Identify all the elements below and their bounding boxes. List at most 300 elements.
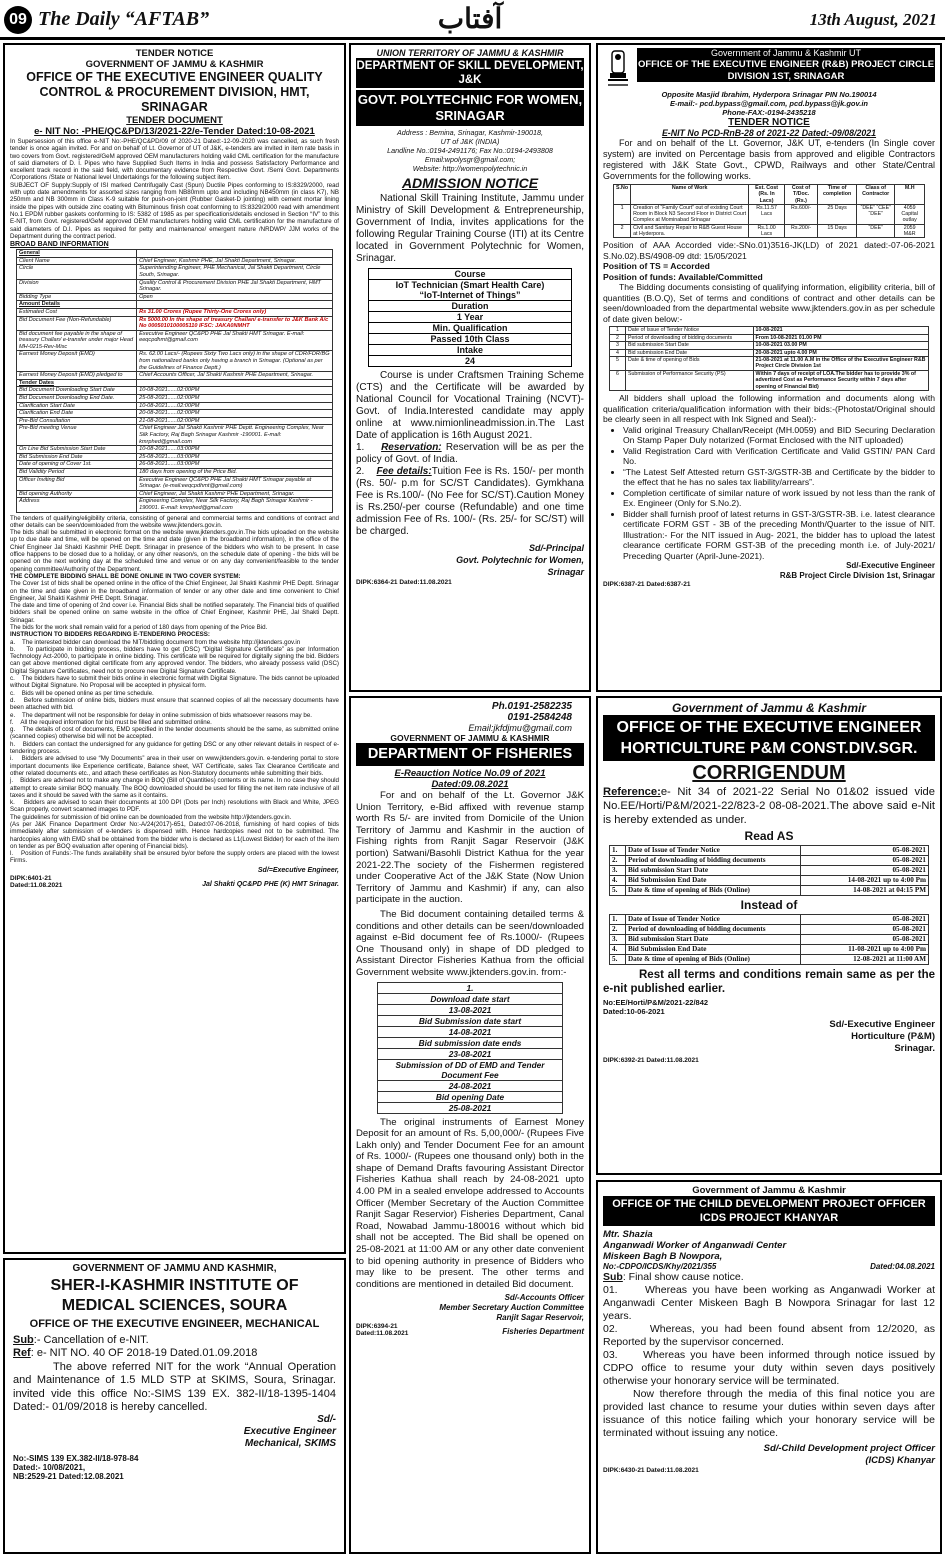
table-cell: 25 Days [818,204,857,224]
column-header: S.No [614,185,631,205]
table-cell: Submission of Performance Security (PS) [625,370,753,390]
table-cell: 2059 M&R [895,224,925,238]
table-row [610,886,929,896]
table-row [614,224,925,238]
table-cell: Date & time of opening of Bids (Online) [625,955,800,965]
skims-dated: Dated:- 10/08/2021, [13,1463,86,1473]
table-cell: Bid Submission End Date [625,945,800,955]
table-cell: Bid submission Start Date [625,935,800,945]
skims-sub-label: Sub [13,1334,34,1346]
poly-phone: Landline No.:0194-2491176; Fax No.:0194-2493808 [387,146,553,155]
info-value [137,250,333,258]
table-cell: 4. [610,945,626,955]
phe-para-3: The tenders of qualifying/eligibility criteria, consisting of general and commercial terms and conditions of contract and other details can be seen/downloaded from the website www.jktenders.gov.in. [10,514,339,529]
rnb-dipk: DIPK:6387-21 Dated:6387-21 [603,581,691,589]
table-row [17,293,333,301]
table-cell: Rs.600/- [784,204,817,224]
column-header: Est. Cost (Rs. In Lacs) [749,185,785,205]
phe-para-18: h. Bidders can contact the undersigned for any guidance for getting DSC or any other relevant details in respect of e-tendering process. [10,740,339,756]
info-label: Circle [17,265,137,279]
table-cell: Bid submission Start Date [625,866,800,876]
info-value: 25-08-2021......02:00PM [137,395,333,403]
table-cell: 10-08-2021 03.00 PM [753,342,928,349]
skims-notice [3,1258,346,1554]
horti-instead-of: Instead of [740,898,798,912]
table-row [17,425,333,446]
icds-sig-1: Sd/-Child Development project Officer [763,1443,935,1454]
icds-para-1: 01. Whereas you have been working as Anganwadi Worker at Anganwadi Center Miskeen Bagh B Nowpora Srinagar for last 12 years. [603,1284,935,1322]
phe-para-9: INSTRUCTION TO BIDDERS REGARDING E-TENDERING PROCESS: [10,631,210,639]
info-value: 10-08-2021......02:00PM [137,387,333,395]
icds-subject: Sub: Final show cause notice. [603,1271,744,1283]
table-header [614,185,925,205]
table-cell: 15 Days [818,224,857,238]
phe-dipk: DIPK:6401-21 [10,874,52,882]
table-cell: Period of downloading of bidding documents [625,925,800,935]
table-row [17,308,333,316]
rnb-schedule-table [609,326,929,391]
table-row [17,265,333,279]
table-row [17,395,333,403]
fish-notice-no: E-Reauction Notice No.09 of 2021 [394,768,546,779]
table-cell: 05-08-2021 [801,846,929,856]
table-cell: Bid Submission End Date [625,876,800,886]
table-row [17,330,333,351]
info-label: Earnest Money Deposit (EMD) [17,351,137,372]
rnb-address: Opposite Masjid Ibrahim, Hyderpora Srinagar PIN No.190014 [661,90,877,99]
newspaper-name: The Daily “AFTAB” [38,8,210,30]
info-value: 26-08-2021......03:00PM [137,461,333,469]
info-label: Estimated Cost [17,308,137,316]
poly-table-qual-label: Min. Qualification [369,323,571,334]
info-value: Chief Engineer Jal Shakti Kashmir PHE Deptt. Engineering Complex, Near Silk Factory, Raj Bagh Srinagar Kashmir -190001. E-mail: kmrphed@gmail.com [137,425,333,446]
table-cell: From 10-08-2021 01.00 PM [753,334,928,341]
table-cell: 21-08-2021 at 11.00 A.M in the Office of the Executive Engineer R&B Project Circle Division 1st [753,357,928,371]
table-cell: 05-08-2021 [801,856,929,866]
table-row [610,349,929,356]
info-label: Bid Validity Period [17,468,137,476]
table-row [610,342,929,349]
phe-para-13: c. Bids will be opened online as per time schedule. [10,689,154,697]
table-row [17,498,333,512]
info-value: Open [137,293,333,301]
horti-reference: Reference:e- Nit 34 of 2021-22 Serial No 01&02 issued vide No.EE/Horti/P&M/2021-22/823-2 08-08-2021.The above said e-Nit is hereby extended as under. [603,786,935,826]
info-value: Engineering Complex, Near Silk Factory, Raj Bagh Srinagar Kashmir - 190001. E-mail: kmrphed@gmail.com [137,498,333,512]
phe-para-14: d. Before submission of online bids, bidders must ensure that scanned copies of all the necessary documents have been attached with bid. [10,696,339,712]
phe-info-table [16,249,333,512]
phe-doc-title: TENDER DOCUMENT [126,115,223,126]
table-cell: 20-08-2021 upto 4.00 PM [753,349,928,356]
info-label: Bid opening Authority [17,490,137,498]
skims-nb: NB:2529-21 Dated:12.08.2021 [13,1472,124,1482]
skims-sig-3: Mechanical, SKIMS [244,1438,336,1450]
rnb-works-table [613,184,925,238]
poly-table-course-label: Course [369,269,571,280]
horti-no: No:EE/Horti/P&M/2021-22/842 [603,998,709,1007]
rnb-ts: Position of TS = Accorded [603,261,710,272]
table-cell: 3. [610,935,626,945]
info-label: Bid Document Fee (Non-Refundable) [17,316,137,330]
skims-ref-label: Ref [13,1347,31,1360]
poly-table-intake-label: Intake [369,345,571,356]
info-value: Executive Engineer QC&PD PHE Jal Shakti HMT Srinagar payable at Srinagar. (e-mail:eeqcpdhmt@gmail.com) [137,476,333,490]
column-header: M.H [895,185,925,205]
phe-heading: TENDER NOTICE [135,48,214,59]
icds-addressee-2: Anganwadi Worker of Anganwadi Center [603,1240,787,1251]
info-value: Rs 31.00 Crores (Rupee Thirty-One Crores only) [137,308,333,316]
info-value: Chief Engineer, Jal Shakti Kashmir PHE Department, Srinagar. [137,490,333,498]
phe-signature-1: Sd/=Executive Engineer, [257,866,339,874]
table-row [610,945,929,955]
horti-read-table [609,845,929,896]
table-cell: 1. [610,915,626,925]
phe-info-heading: BROAD BAND INFORMATION [10,241,109,249]
info-label: Client Name [17,257,137,265]
table-row [610,856,929,866]
skims-body: The above referred NIT for the work “Annual Operation and Maintenance of 1.5 MLD STP at SKIMS, Soura, Srinagar. invited vide this office No:-SIMS 139 EX. 382-II/18-1395-1404 Dated:- 01/09/2018 is hereby cancelled. [13,1360,336,1414]
poly-para-3: 1. Reservation: Reservation will be as per the policy of Govt. of India. [356,442,584,465]
poly-table-course: IoT Technician (Smart Health Care) [395,280,545,290]
info-value: 25-08-2021......03:00PM [137,453,333,461]
table-cell: Within 7 days of receipt of LOA.The bidder has to provide 3% of advertized Cost as Performance Security within 7 days after opening of Financial Bid) [753,370,928,390]
table-cell: 2 [610,334,626,341]
polytechnic-admission-notice [349,43,591,692]
rnb-sig-2: R&B Project Circle Division 1st, Srinagar [779,571,935,581]
table-cell: 1 [614,204,631,224]
fish-dates-table: 1. Download date start 13-08-2021 Bid Submission date start 14-08-2021 Bid submission date ends 23-08-2021 Submission of DD of EMD and Tender Document Fee 24-08-2021 Bid opening Date 25-08-2021 [377,982,564,1114]
fish-dated: Dated:09.08.2021 [431,779,509,790]
newspaper-logo: آفتاب [437,2,503,35]
info-value: 21-08-2021......02:00PM [137,417,333,425]
column-header: Name of Work [631,185,749,205]
rnb-nit: E-NIT No PCD-RnB-28 of 2021-22 Dated:-09/08/2021 [661,128,877,138]
skims-office: OFFICE OF THE EXECUTIVE ENGINEER, MECHANICAL [29,1318,320,1330]
column-header: Cost of T/Doc. (Rs.) [784,185,817,205]
table-row [614,204,925,224]
rnb-funds: Position of funds: Available/Committed [603,271,763,282]
poly-table-course-sub: “IoT-Internet of Things” [369,290,571,301]
poly-sig-2: Govt. Polytechnic for Women, [456,555,584,565]
icds-para-2: 02. Whereas, you had been found absent from 12/2020, as Reported by the supervisor concerned. [603,1323,935,1348]
rnb-phone: Phone-FAX:-0194-2435218 [722,108,816,117]
table-cell: Date of Issue of Tender Notice [625,846,800,856]
icds-addressee-3: Miskeen Bagh B Nowpora, [603,1251,723,1262]
info-label: Bid Submission End Date [17,453,137,461]
phe-para-17: g. The details of cost of documents, EMD specified in the tender documents should be the same, as submitted online (scanned copies) otherwise bid will not be accepted. [10,726,339,741]
table-cell: 4059 Capital outlay [895,204,925,224]
table-cell: 05-08-2021 [801,925,929,935]
poly-address-2: UT of J&K (INDIA) [440,137,500,146]
column-header: Time of completion [818,185,857,205]
info-value [137,379,333,387]
poly-table-duration-label: Duration [369,301,571,312]
icds-sig-2: (ICDS) Khanyar [865,1455,935,1466]
table-cell: 5. [610,955,626,965]
fish-dipk-date: Dated:11.08.2021 [356,1330,409,1338]
phe-para-24: l. Position of Funds:-The funds availability shall be ensured by/or before the supply orders are placed with the lowest Firms. [10,850,339,865]
table-cell: Period of downloading of bidding documents [625,334,753,341]
table-row [610,935,929,945]
skims-no: No:-SIMS 139 EX.382-II/18-978-84 [13,1454,139,1464]
poly-para-2: Course is under Craftsmen Training Scheme (CTS) and the Certificate will be awarded by National Council for Vocational Training (NCVT)-Govt. of India.Interested candidate may apply online at www.nimionlineadmission.in.The Last Date of application is 16th August 2021. [356,370,584,441]
poly-email: Email:wpolysgr@gmail.com; [424,155,516,164]
table-row [610,955,929,965]
table-row [17,410,333,418]
info-label: Bid Document Downloading Start Date [17,387,137,395]
poly-department: DEPARTMENT OF SKILL DEVELOPMENT, J&K [356,60,584,86]
table-cell: 3 [610,342,626,349]
rnb-govt: Government of Jammu & Kashmir UT [637,48,935,59]
table-cell: 14-08-2021 up to 4:00 Pm [801,876,929,886]
horti-dipk: DIPK:6392-21 Dated:11.08.2021 [603,1057,699,1064]
table-row [17,351,333,372]
table-row [17,372,333,380]
fish-govt: GOVERNMENT OF JAMMU & KASHMIR [390,733,550,743]
table-row [17,453,333,461]
info-value: Quality Control & Procurement Division PHE Jal Shakti Department, HMT Srinagar. [137,279,333,293]
rnb-email: E-mail:- pcd.bypass@gmail.com, pcd.bypass@jk.gov.in [669,99,868,108]
phe-para-19: i. Bidders are advised to use “My Documents” area in their user on www.jktenders.gov.in. e-tendering portal to store important documents like Experience certificate, Balance sheet, VAT Certificate, sales Tax Clearance Certificate and other related documents etc., and attach these certificates as Non-Statutory documents while submitting their bids. [10,755,339,777]
table-row [610,334,929,341]
table-cell: 05-08-2021 [801,915,929,925]
table-cell: 05-08-2021 [801,935,929,945]
horti-sig-2: Horticulture (P&M) [851,1031,935,1042]
info-label: Address [17,498,137,512]
table-row [17,379,333,387]
fisheries-notice [349,696,591,1554]
rnb-aaa: Position of AAA Accorded vide:-SNo.01)3516-JK(LD) of 2021 dated:-07-06-2021 S.No.02).BS/4908-09 dtd: 15/05/2021 [603,240,935,261]
table-cell: Rs.11.57 Lacs [749,204,785,224]
info-label: Division [17,279,137,293]
table-row [610,357,929,371]
info-label: Bidding Type [17,293,137,301]
poly-course-table [368,268,572,367]
fish-sig-3: Ranjit Sagar Reservoir, [496,1313,584,1323]
issue-date: 13th August, 2021 [809,10,937,29]
horti-instead-table [609,914,929,965]
info-value: 180 days from opening of the Price Bid. [137,468,333,476]
table-cell: Date of Issue of Tender Notice [625,915,800,925]
fish-dipk: DIPK:6394-21 [356,1323,398,1331]
table-row [17,490,333,498]
table-cell: Date of Issue of Tender Notice [625,327,753,334]
horti-read-as: Read AS [744,829,794,843]
poly-notice-title: ADMISSION NOTICE [401,175,539,191]
table-row [17,387,333,395]
icds-show-cause-notice [596,1180,942,1554]
table-cell: 1 [610,327,626,334]
info-value: Chief Engineer, Kashmir PHE, Jal Shakti Department, Srinagar. [137,257,333,265]
masthead [0,0,945,40]
table-row [17,476,333,490]
table-row [17,468,333,476]
table-cell: 6 [610,370,626,390]
info-label: Date of opening of Cover 1st. [17,461,137,469]
phe-signature-2: Jal Shakti QC&PD PHE (K) HMT Srinagar. [202,880,339,888]
icds-addressee-1: Mtr. Shazia [603,1229,653,1240]
table-row [17,250,333,258]
phe-para-7: The date and time of opening of 2nd cover i.e. Financial Bids shall be notified separately. The Financial bids of qualified bidders shall be opened online on same website in the office of Chief Engineer, Kashmir PHE, Jal Shakti Deptt. Srinagar. [10,602,339,624]
table-row [17,279,333,293]
info-label: Clarification Start Date [17,402,137,410]
table-cell: 4. [610,876,626,886]
poly-table-intake: 24 [464,356,475,366]
skims-subject: Sub:- Cancellation of e-NIT. [13,1334,149,1346]
fish-para-2: The Bid document containing detailed terms & conditions and other details can be seen/downloaded against e-Bid document fee of Rs.1000/- (Rupees One Thousand only) in shape of DD pledged to Assistant Director Fisheries Kathua from the official Government website www.jktenders.gov.in. from:- [356,908,584,978]
phe-para-20: j. Bidders are advised not to make any change in BOQ (Bill of Quantities) contents or its name. In no case they should attempt to create similar BOQ manually. The BOQ downloaded should be used for filling the net item rate inclusive of all taxes and it should be saved with the same as it contains. [10,777,339,799]
fish-sig-4: Fisheries Department [502,1327,584,1337]
fish-phone-2: 0191-2584248 [507,712,572,723]
table-row [610,876,929,886]
phe-para-23: (As per J&K Finance Department Order No:-A/24(2017)-651, Dated:07-06-2018, furnishing of hard copies of bids immediately after submission of e-tenders is dispensed with. Hence hardcopies need not to be submitted. The hardcopies along with EMD shall be obtained from the bidder who is declared as L1(Lowest Bidder) for each of the item on tender as per BOQ evaluation after opening of Financial bids). [10,821,339,850]
table-row [17,402,333,410]
poly-website: Website: http://womenpolytechnic.in [412,164,528,173]
icds-govt: Government of Jammu & Kashmir [692,1185,846,1196]
icds-dipk: DIPK:6430-21 Dated:11.08.2021 [603,1467,699,1474]
horti-rest: Rest all terms and conditions remain same as per the e-nit published earlier. [603,969,935,995]
poly-para-1: National Skill Training Institute, Jammu under Ministry of Skill Development & Entrepreneurship, Government of India, invites applications for the following Regular Training Course (ITI) at its Centre located in Government Polytechnic for Women, Srinagar. [356,193,584,264]
phe-para-21: k. Bidders are advised to scan their documents at 100 DPI (Dots per Inch) resolutions with Black and White, JPEG Scan properly, convert scanned images to PDF. [10,799,339,814]
icds-para-3: 03. Whereas you have been informed through notice issued by CDPO office to resume your duty within seven days positively otherwise your honorary service will be terminated. [603,1349,935,1387]
fish-email: Email:jkfdjmu@gmail.com [468,723,572,733]
table-cell: 2. [610,856,626,866]
fish-sig-2: Member Secretary Auction Committee [439,1303,584,1313]
phe-para-22: The guidelines for submission of bid online can be downloaded from the website http://jktenders.gov.in. [10,813,292,821]
table-row [17,461,333,469]
table-row [17,257,333,265]
fish-para-1: For and on behalf of the Lt. Governor J&K Union Territory, e-Bid affixed with revenue stamp worth Rs 5/- are invited from Domicile of the Union Territory of Jammu and Kashmir in the auction of Fishing rights from Ranjit Sagar Reservoir (J&K portion) Satwani/Basohli District Kathua for the year 2021-22.The society of the Fishermen registered under Cooperative Act of the J&K State (Now Union Territory of Jammu and Kashmir) if any, can also participate in the auction. [356,790,584,906]
phe-para-8: The bids for the work shall remain valid for a period of 180 days from opening of the Price Bid. [10,623,268,631]
table-cell: 11-08-2021 up to 4:00 Pm [801,945,929,955]
info-label: General [17,250,137,258]
table-cell: Bid submission Start Date [625,342,753,349]
icds-dated: Dated:04.08.2021 [870,1262,935,1271]
info-value: Rs. 62.00 Lacs/- (Rupees Sixty Two Lacs only) in the shape of CDR/FDR/BG from nationalized banks only having a branch in Srinagar. (Optional as per the Guidelines of Finance Deptt.) [137,351,333,372]
table-cell: Bid submission End Date [625,349,753,356]
table-cell: Date & time of opening of Bids (Online) [625,886,800,896]
skims-sig-1: Sd/- [317,1414,336,1426]
info-value [137,301,333,309]
table-cell: Date & time of opening of Bids [625,357,753,371]
info-value: Rs 5000.00 In the shape of treasury Challan/ e-transfer to J&K Bank A/c No 0005010100005110 IFSC: JAKA0NMHT [137,316,333,330]
fish-sig-1: Sd/-Accounts Officer [504,1293,584,1303]
rnb-para-2: The Bidding documents consisting of qualifying information, eligibility criteria, bill of quantities (B.O.Q), Set of terms and conditions of contract and other details can be seen/downloaded from the departmental website www.jktenders.gov.in as per schedule of date given below:- [603,282,935,324]
info-label: Amount Details [17,301,137,309]
info-label: Pre-Bid Consultation [17,417,137,425]
table-row [610,925,929,935]
info-label: Bid document fee payable in the shape of treasury Challan/ e-transfer under major Head MH-0215-Rev-Misc [17,330,137,351]
table-cell: Rs.200/- [784,224,817,238]
info-label: Tender Dates [17,379,137,387]
phe-nit-number: e- NIT No: -PHE/QC&PD/13/2021-22/e-Tender Dated:10-08-2021 [34,126,315,137]
table-row [17,446,333,454]
poly-sig-3: Srinagar [547,567,584,577]
page-number: 09 [4,6,32,34]
phe-para-4: The bids shall be submitted in electronic format on the website www.jktenders.gov.in.The bids uploaded on the website up to due date and time, will be opened on the time and date (given in the broadband information), in the office of the Chief Engineer Jal Shakti Kashmir PHE Deptt. Srinagar in presence of the bidders who wish to be present. In case office happens to be closed due to a holiday, or any other reason/s, on the schedule date of opening - the bids will be opened on the next working day at the scheduled time and venue or on any day convenient/feasible to the tender opening committee/Authority of the Department. [10,529,339,573]
column-header: Class of Contractor [857,185,895,205]
poly-table-qual: Passed 10th Class [369,334,571,345]
table-row [610,915,929,925]
table-cell: 2. [610,925,626,935]
table-row [17,301,333,309]
info-value: 20-08-2021......02:00PM [137,410,333,418]
phe-dipk-date: Dated:11.08.2021 [10,881,63,889]
skims-govt: GOVERNMENT OF JAMMU AND KASHMIR, [72,1263,277,1274]
info-value: 10-08-2021......03:00PM [137,446,333,454]
table-cell: 3. [610,866,626,876]
fish-department: DEPARTMENT OF FISHERIES [356,743,584,766]
table-row [610,846,929,856]
horticulture-corrigendum [596,696,942,1175]
phe-para-15: e. The department will not be responsible for delay in online submission of bids whatsoever reasons may be. [10,711,312,719]
rnb-para-1: For and on behalf of the Lt. Governor, J&K UT, e-tenders (In Single cover system) are invited on Percentage basis from approved and eligible Contractors registered with J&K State Govt., CPWD, Railways and other State/Central Governments for the following works. [603,138,935,181]
rnb-sig-1: Sd/-Executive Engineer [846,561,935,571]
table-cell: 5 [610,357,626,371]
fish-para-3: The original instruments of Earnest Money Deposit for an amount of Rs. 5,00,000/- (Rupees Five Lakh only) and Tender Document Fee for an amount of Rs. 1000/- (Rupees one thousand only) both in the shape of Demand Drafts favouring Assistant Director Fisheries Kathua shall reach by 24-08-2021 upto 4.00 PM in a sealed envelope addressed to Accounts Officer (Member Secretary of the Auction Committee Ranjit Sagar Reservior) Fisheries Department, Canal Road, Nowabad Jammu-180016 without which bid shall not be accepted. The Bid shall be opened on 25-08-2021 at 11:00 AM or any other date convenient to bid opening authority in presence of Bidders who may like to be present. The other terms and conditions are mentioned in detailed Bid document. [356,1116,584,1290]
phe-office: OFFICE OF THE EXECUTIVE ENGINEER QUALITY CONTROL & PROCUREMENT DIVISION, HMT, SRINAGAR [26,70,323,114]
poly-sig-1: Sd/-Principal [528,543,584,553]
phe-para-12: c. The bidders have to submit their bids online in electronic format with Digital Signature. The bids cannot be uploaded without Digital Signature. No Proposal will be accepted in physical form. [10,675,339,690]
table-cell: Creation of “Family Court” out of existing Court Room in Block N3 Second Floor in District Court Complex at Mominabad Srinagar [631,204,749,224]
table-cell: 2 [614,224,631,238]
table-cell: Rs.1.00 Lacs [749,224,785,238]
info-label: Pre-Bid meeting Venue [17,425,137,446]
phe-para-11: b. To participate in bidding process, bidders have to get (DSC) “Digital Signature Certificate” as per Information Technology Act-2000, to participate in online bidding. This certificate will be required for digitally signing the bid. Bidders can get above mentioned digital certificate from any approved vendor. The bidders, who already possess valid (DSC) Digital Signature Certificates, need not to procure new Digital Signature Certificate. [10,645,339,675]
poly-dipk: DIPK:6364-21 Dated:11.08.2021 [356,579,452,586]
fish-phone-1: Ph.0191-2582235 [491,701,572,712]
phe-para-16: f. All the required information for bid must be filled and submitted online. [10,718,212,726]
phe-tender-notice [3,43,346,1254]
table-row [17,417,333,425]
poly-table-duration: 1 Year [369,312,571,323]
info-label: Clarification End Date [17,410,137,418]
horti-dated: Dated:10-06-2021 [603,1007,665,1016]
info-label: On Line Bid Submission Start Date [17,446,137,454]
rnb-para-3: All bidders shall upload the following information and documents along with qualification criteria/qualification information with their bids:-(Photostat/Original should be clearly seen in all respect with Ink Signed and Seal):- [603,393,935,425]
table-row [610,866,929,876]
table-cell: Period of downloading of bidding documents [625,856,800,866]
table-row [610,327,929,334]
skims-institute: SHER-I-KASHMIR INSTITUTE OF MEDICAL SCIENCES, SOURA [50,1277,299,1314]
horti-office: OFFICE OF THE EXECUTIVE ENGINEER HORTICULTURE P&M CONST.DIV.SGR. [603,715,935,761]
table-cell: Civil and Sanitary Repair to R&B Guest House at Hyderpora. [631,224,749,238]
icds-no: No:-CDPO/ICDS/Khy/2021/355 [603,1262,717,1271]
table-cell: 4 [610,349,626,356]
horti-corrigendum-title: CORRIGENDUM [692,762,846,784]
table-cell: 10-08-2021 [753,327,928,334]
skims-ref: Ref: e- NIT NO. 40 OF 2018-19 Dated.01.09.2018 [13,1347,258,1360]
rnb-bullets: • Valid original Treasury Challan/Receipt (MH.0059) and BID Securing Declaration On Stamp Paper Duly notarized (Format Enclosed with the NIT uploaded) • Valid Registration Card with Verification Certificate and Valid GSTIN/ PAN Card No. • “The Latest Self Attested return GST-3/GSTR-3B and Certificate by the bidder to the effect that he has no sales tax liability/arrears”. • Completion certificate of similar nature of work issued by not less than the rank of Ex. Engineer (Only for S.No.2). • Bidder shall furnish proof of latest returns in GST-3/GSTR-3B. i.e. latest clearance certificate FORM GST - 3B of the preceding Month/Quarter to the issue of NIT. Illustration:- For the NIT issued in Aug- 2021, the bidder has to upload the latest clearance certificate FORM GST-3B of the preceding month i.e. of July-2021/ Preceding Quarter (April-June-2021). [603,425,935,562]
rnb-tn: TENDER NOTICE [728,117,810,128]
skims-sig-2: Executive Engineer [243,1426,336,1438]
poly-address-1: Address : Bemina, Srinagar, Kashmir-190018, [396,128,544,137]
info-value: Chief Accounts Officer, Jal Shakti Kashmir PHE Department, Srinagar. [137,372,333,380]
table-cell: 12-08-2021 at 11:00 AM [801,955,929,965]
phe-para-5: THE COMPLETE BIDDING SHALL BE DONE ONLINE IN TWO COVER SYSTEM: [10,572,241,580]
phe-para-subject: SUBJECT OF Supply:Supply of ISI marked Centrifugally Cast (Spun) Ductile Pipes conforming to IS:8329/2000, read with upto date amendments for assorted sizes ranging from NB80mm upto and including NB450mm (in class K7), NB 250mm and NB 300mm in Class K-9 suitable for push-on-joint (Rubber Gasket-D jointing) with cement mortar lining inside the pipes with outside zinc coating with Bituminous finish coat conforming to IS:8329/2000 read with amendment No.1 EPDM rubber gaskets conforming to IS: 5382 of 1985 as per specifications/details enclosed in Section “IV” to this E-NIT, from Govt. registered/GeM approved OEM manufacturers holding valid CML certification for the manufacture of said diameters of D.I. Pipes as required for petty and maintenance/ emergent nature /NRDWP/ JJM works of the Department during the contract period. [10,181,339,240]
table-cell: 5. [610,886,626,896]
table-cell: 1. [610,846,626,856]
table-cell: 05-08-2021 [801,866,929,876]
table-row [610,370,929,390]
table-cell: “DEE” [857,224,895,238]
phe-para-6: The Cover 1st of bids shall be opened online in the office of the Chief Engineer, Jal Shakti Kashmir PHE Deptt. Srinagar on the time and date given in the broadband information of tender or any other date and time convenient to Chief Engineer, Jal Shakti Kashmir PHE Deptt. Srinagar. [10,580,339,602]
poly-para-4: 2. Fee details:Tuition Fee is Rs. 150/- per month (Rs. 50/- p.m for SC/ST Candidates). Gymkhana Fee is Rs.100/- (No Fee for SC/ST).Caution Money is Rs.250/-per course (Refundable) and one time admission Fee of Rs. 100/- (Rs. 25/- for SC/ST) will be charged. [356,466,584,537]
icds-office: OFFICE OF THE CHILD DEVELOPMENT PROJECT OFFICER ICDS PROJECT KHANYAR [603,1196,935,1226]
rnb-office: OFFICE OF THE EXECUTIVE ENGINEER (R&B) PROJECT CIRCLE DIVISION 1ST, SRINAGAR [637,59,935,82]
info-label: Bid Document Downloading End Date. [17,395,137,403]
table-row [17,316,333,330]
